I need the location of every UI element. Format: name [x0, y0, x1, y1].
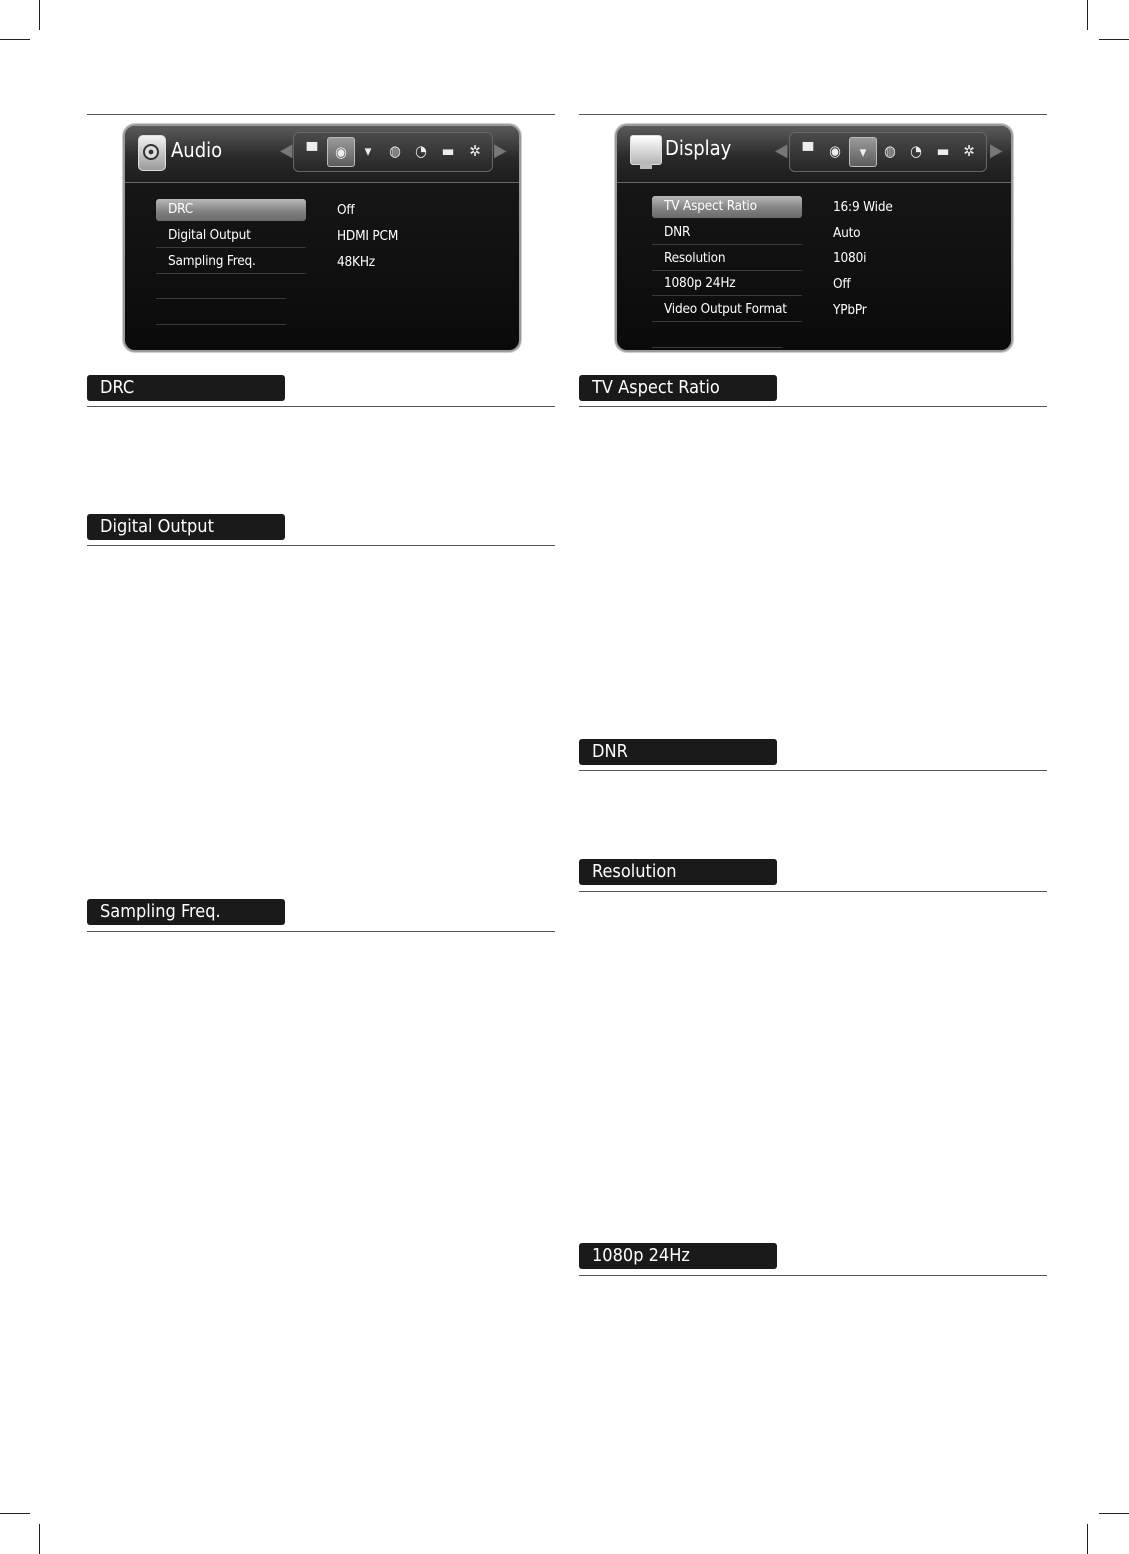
section-heading-resolution: Resolution — [579, 859, 777, 885]
arrow-right-icon[interactable]: ▶ — [494, 140, 507, 161]
globe-icon[interactable]: ◔ — [910, 142, 922, 160]
menu-item-resolution[interactable] — [652, 248, 802, 271]
menu-item-video-output-format[interactable] — [652, 299, 802, 322]
lock-icon[interactable]: ▬ — [936, 142, 950, 160]
monitor-icon — [630, 135, 662, 165]
display-settings-panel — [615, 124, 1013, 352]
section-heading-digital-output: Digital Output — [87, 514, 285, 540]
menu-item-label: TV Aspect Ratio — [664, 198, 757, 214]
menu-item-label: Video Output Format — [664, 301, 787, 317]
section-heading-1080p-24hz: 1080p 24Hz — [579, 1243, 777, 1269]
menu-item-value: Auto — [833, 225, 861, 241]
menu-item-dnr[interactable] — [652, 222, 802, 245]
section-rule — [579, 1275, 1047, 1276]
arrow-left-icon[interactable]: ◀ — [280, 140, 293, 161]
empty-row-divider — [652, 347, 782, 348]
menu-item-value: HDMI PCM — [337, 228, 399, 244]
section-rule — [87, 545, 555, 546]
panel-title: Display — [665, 136, 732, 160]
menu-item-sampling-freq[interactable] — [156, 251, 306, 274]
section-heading-tv-aspect-ratio: TV Aspect Ratio — [579, 375, 777, 401]
empty-row-divider — [156, 324, 286, 325]
display-icon[interactable]: ▾ — [849, 137, 877, 167]
gear-icon[interactable]: ✲ — [963, 142, 975, 160]
crop-mark — [1087, 0, 1088, 30]
disc-icon[interactable]: ◍ — [884, 142, 896, 160]
menu-item-label: Digital Output — [168, 227, 251, 243]
photo-icon[interactable]: ▀ — [802, 142, 814, 160]
menu-item-value: Off — [833, 276, 851, 292]
crop-mark — [39, 1524, 40, 1554]
menu-item-label: Sampling Freq. — [168, 253, 256, 269]
arrow-right-icon[interactable]: ▶ — [990, 140, 1003, 161]
menu-item-digital-output[interactable] — [156, 225, 306, 248]
section-heading-drc: DRC — [87, 375, 285, 401]
crop-mark — [39, 0, 40, 30]
menu-item-value: YPbPr — [833, 302, 867, 318]
settings-tab-bar — [789, 132, 987, 172]
menu-item-label: 1080p 24Hz — [664, 275, 736, 291]
display-icon[interactable]: ▾ — [364, 142, 372, 160]
speaker-icon — [138, 135, 166, 171]
settings-tab-bar — [293, 132, 493, 172]
crop-mark — [1087, 1524, 1088, 1554]
crop-mark — [1099, 1513, 1129, 1514]
menu-item-label: DRC — [168, 201, 194, 217]
globe-icon[interactable]: ◔ — [415, 142, 427, 160]
menu-item-1080p-24hz[interactable] — [652, 273, 802, 296]
photo-icon[interactable]: ▀ — [306, 142, 318, 160]
section-rule — [87, 931, 555, 932]
crop-mark — [0, 39, 30, 40]
menu-item-value: 48KHz — [337, 254, 375, 270]
menu-item-label: Resolution — [664, 250, 726, 266]
top-rule-right — [579, 114, 1047, 115]
panel-title: Audio — [171, 138, 223, 162]
crop-mark — [1099, 39, 1129, 40]
menu-item-drc[interactable] — [156, 199, 306, 221]
arrow-left-icon[interactable]: ◀ — [775, 140, 788, 161]
crop-mark — [0, 1513, 30, 1514]
speaker-icon[interactable]: ◉ — [327, 137, 355, 167]
gear-icon[interactable]: ✲ — [469, 142, 481, 160]
empty-row-divider — [156, 298, 286, 299]
menu-item-tv-aspect-ratio[interactable] — [652, 196, 802, 218]
section-heading-sampling-freq: Sampling Freq. — [87, 899, 285, 925]
menu-item-value: 1080i — [833, 250, 867, 266]
top-rule-left — [87, 114, 555, 115]
menu-item-value: 16:9 Wide — [833, 199, 893, 215]
audio-settings-panel — [123, 124, 521, 352]
section-heading-dnr: DNR — [579, 739, 777, 765]
panel-header — [125, 126, 519, 183]
section-rule — [579, 406, 1047, 407]
section-rule — [87, 406, 555, 407]
panel-header — [617, 126, 1011, 183]
menu-item-label: DNR — [664, 224, 691, 240]
menu-item-value: Off — [337, 202, 355, 218]
section-rule — [579, 891, 1047, 892]
speaker-icon[interactable]: ◉ — [829, 142, 841, 160]
lock-icon[interactable]: ▬ — [441, 142, 455, 160]
disc-icon[interactable]: ◍ — [389, 142, 401, 160]
section-rule — [579, 770, 1047, 771]
